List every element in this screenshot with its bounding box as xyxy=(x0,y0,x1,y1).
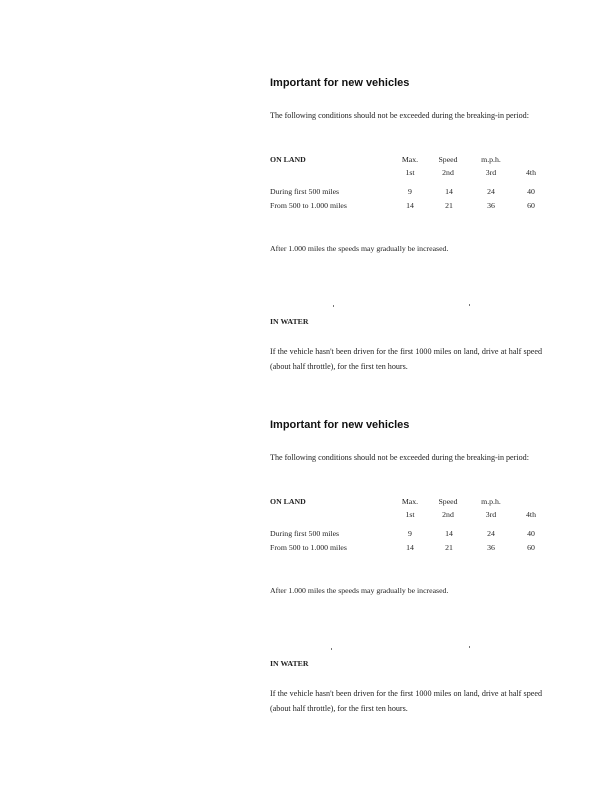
table-cell: 36 xyxy=(487,543,495,552)
in-water-paragraph: If the vehicle hasn't been driven for the first 1000 miles on land, drive at half speed (about half throttle), for the first ten hours. xyxy=(270,347,542,371)
table-cell: 21 xyxy=(445,201,453,210)
header-gear-3rd: 3rd xyxy=(485,510,497,519)
header-gear-2nd: 2nd xyxy=(442,168,454,177)
table-cell: 9 xyxy=(408,529,412,538)
header-gear-3rd: 3rd xyxy=(485,168,497,177)
scan-speck xyxy=(331,648,332,650)
row-label-first-500: During first 500 miles xyxy=(270,187,340,196)
intro-paragraph: The following conditions should not be exceeded during the breaking-in period: xyxy=(270,111,529,120)
table-cell: 40 xyxy=(527,187,535,196)
table-cell: 36 xyxy=(487,201,495,210)
header-gear-4th: 4th xyxy=(526,510,536,519)
section-title: Important for new vehicles xyxy=(270,77,410,89)
row-label-first-500: During first 500 miles xyxy=(270,529,340,538)
table-cell: 14 xyxy=(406,201,414,210)
row-label-500-to-1000: From 500 to 1.000 miles xyxy=(270,543,347,552)
header-speed: Speed xyxy=(438,155,458,164)
on-land-heading: ON LAND xyxy=(270,155,306,164)
after-1000-note: After 1.000 miles the speeds may gradually be increased. xyxy=(270,586,449,595)
intro-paragraph: The following conditions should not be exceeded during the breaking-in period: xyxy=(270,453,529,462)
on-land-heading: ON LAND xyxy=(270,497,306,506)
table-cell: 14 xyxy=(406,543,414,552)
row-label-500-to-1000: From 500 to 1.000 miles xyxy=(270,201,347,210)
scan-speck xyxy=(469,304,470,306)
scan-speck xyxy=(333,305,334,307)
header-gear-1st: 1st xyxy=(405,510,415,519)
table-cell: 40 xyxy=(527,529,535,538)
header-gear-2nd: 2nd xyxy=(442,510,454,519)
header-speed: Speed xyxy=(438,497,458,506)
header-mph: m.p.h. xyxy=(481,155,501,164)
table-cell: 60 xyxy=(527,201,535,210)
header-mph: m.p.h. xyxy=(481,497,501,506)
scan-speck xyxy=(469,646,470,648)
table-cell: 21 xyxy=(445,543,453,552)
table-cell: 24 xyxy=(487,529,495,538)
in-water-heading: IN WATER xyxy=(270,317,309,326)
after-1000-note: After 1.000 miles the speeds may gradually be increased. xyxy=(270,244,449,253)
table-cell: 9 xyxy=(408,187,412,196)
header-gear-1st: 1st xyxy=(405,168,415,177)
table-cell: 60 xyxy=(527,543,535,552)
header-max: Max. xyxy=(401,497,419,506)
in-water-heading: IN WATER xyxy=(270,659,309,668)
section-title: Important for new vehicles xyxy=(270,419,410,431)
table-cell: 14 xyxy=(445,529,453,538)
table-cell: 24 xyxy=(487,187,495,196)
table-cell: 14 xyxy=(445,187,453,196)
in-water-paragraph: If the vehicle hasn't been driven for the first 1000 miles on land, drive at half speed (about half throttle), for the first ten hours. xyxy=(270,689,542,713)
header-gear-4th: 4th xyxy=(526,168,536,177)
header-max: Max. xyxy=(401,155,419,164)
